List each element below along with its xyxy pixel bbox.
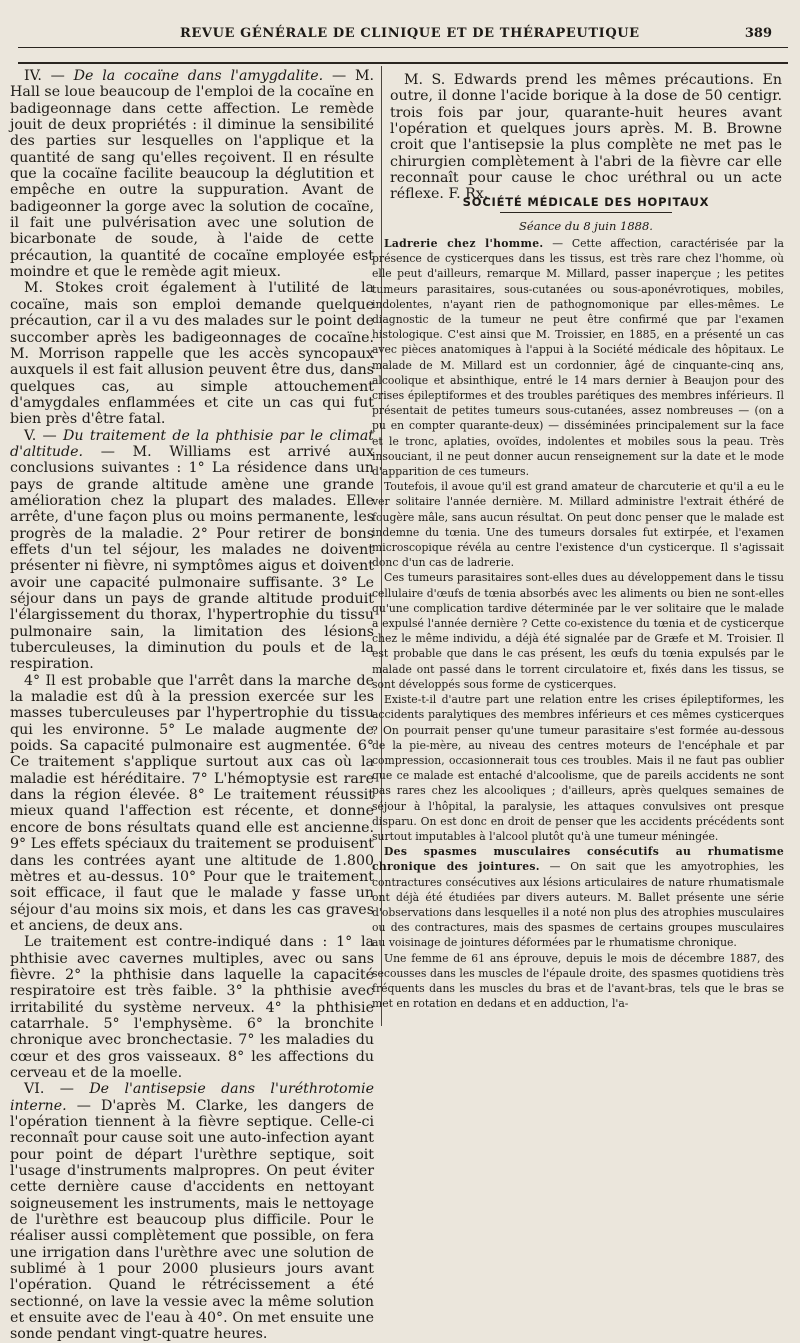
paragraph-text: M. Stokes croit également à l'utilité de la cocaïne, mais son emploi demande quelque précaution, car il a vu des malades sur le point de succomber après les badigeonnages de cocaïne. M. Morrison rappelle que les accès syncopaux auxquels il est fait allusion peuvent être dus, dans quelques cas, au simple attouchement d'amygdales enflammées et cite un cas qui fut bien près d'être fatal. [10, 280, 374, 428]
paragraph-text: — On sait que les amyotrophies, les contractures consécutives aux lésions articulaires de nature rhumatismale ont déjà été étudiées par divers auteurs. M. Ballet présente une série d'observations dans lesquelles il a noté non plus des atrophies musculaires ou des contractures, mais des spasmes de certains groupes musculaires au voisinage de jointures déformées par le rhumatisme chronique. [372, 860, 785, 950]
paragraph-stokes [10, 280, 374, 427]
seance-date: Séance du 8 juin 1888. [519, 219, 653, 233]
header-rule-thick [18, 62, 788, 64]
section-number: VI. — [24, 1081, 90, 1098]
section-title: De l'antisepsie dans l'uréthrotomie interne. [10, 1081, 374, 1114]
paragraph-text: — M. Williams est arrivé aux conclusions suivantes : 1° La résidence dans un pays de grande altitude amène une grande amélioration chez la plupart des malades. Elle arrête, d'une façon plus ou moins permanente, les progrès de la maladie. 2° Pour retirer de bons effets d'un tel séjour, les malades ne doivent présenter ni fièvre, ni symptômes aigus et doivent avoir une capacité pulmonaire suffisante. 3° Le séjour dans un pays de grande altitude produit l'élargissement du thorax, l'hypertrophie du tissu pulmonaire sain, la limitation des lésions tuberculeuses, la diminution du pouls et de la respiration. [10, 443, 374, 673]
paragraph-contre-indications [10, 934, 374, 1081]
paragraph-text: Le traitement est contre-indiqué dans : 1° la phthisie avec cavernes multiples, avec ou sans fièvre. 2° la phthisie dans laquelle la capacité respiratoire est très faible. 3° la phthisie avec irritabilité du système nerveux. 4° la phthisie catarrhale. 5° l'emphysème. 6° la bronchite chronique avec bronchectasie. 7° les maladies du cœur et des gros vaisseaux. 8° les affections du cerveau et de la moelle. [10, 934, 374, 1081]
page-number: 389 [744, 26, 772, 41]
paragraph-tumeurs-parasitaires [372, 570, 784, 692]
journal-title: REVUE GÉNÉRALE DE CLINIQUE ET DE THÉRAPEUTIQUE [180, 26, 640, 41]
paragraph-conclusions [10, 673, 374, 935]
section-number: IV. — [24, 68, 74, 84]
article-heading: Des spasmes musculaires consécutifs au rhumatisme chronique des jointures. [372, 845, 784, 874]
paragraph-edwards [390, 72, 782, 203]
paragraph-cocaine-amygdalite [10, 68, 374, 280]
article-heading: Ladrerie chez l'homme. [384, 237, 544, 250]
left-column [10, 68, 374, 1343]
paragraph-text: M. S. Edwards prend les mêmes précautions. En outre, il donne l'acide borique à la dose de 50 centigr. trois fois par jour, quarante-huit heures avant l'opération et quelques jours après. M. B. Browne croit que l'antisepsie la plus complète ne met pas le chirurgien complètement à l'abri de la fièvre car elle reconnaît pour cause le choc uréthral ou un acte réflexe. F. Rx. [390, 72, 782, 203]
paragraph-ladrerie [372, 236, 784, 479]
paragraph-text: Existe-t-il d'autre part une relation entre les crises épileptiformes, les accidents paralytiques des membres inférieurs et ces mêmes cysticerques ? On pourrait penser qu'une tumeur parasitaire s'est formée au-dessous de la pie-mère, au niveau des centres moteurs de l'encéphale et par compression, occasionnerait tous ces troubles. Mais il ne faut pas oublier que ce malade est entaché d'alcoolisme, que de pareils accidents ne sont pas rares chez les alcooliques ; d'ailleurs, après quelques semaines de séjour à l'hôpital, la paralysie, les attaques convulsives ont presque disparu. On est donc en droit de penser que les accidents précédents sont surtout imputables à l'alcool plutôt qu'à une tumeur méningée. [372, 693, 784, 843]
running-header [0, 22, 800, 44]
section-title: Du traitement de la phthisie par le climat d'altitude. [10, 427, 374, 460]
paragraph-text: — D'après M. Clarke, les dangers de l'opération tiennent à la fièvre septique. Celle-ci reconnaît pour cause soit une auto-infection ayant pour point de départ l'urèthre septique, soit l'usage d'instruments malpropres. On peut éviter cette dernière cause d'accidents en nettoyant soigneusement les instruments, mais le nettoyage de l'urèthre est beaucoup plus difficile. Pour le réaliser aussi complètement que possible, on fera une irrigation dans l'urèthre avec une solution de sublimé à 1 pour 2000 plusieurs jours avant l'opération. Quand le rétrécissement a été sectionné, on lave la vessie avec la même solution et ensuite avec de l'eau à 40°. On met ensuite une sonde pendant vingt-quatre heures. [10, 1097, 374, 1343]
paragraph-observation [372, 951, 784, 1012]
header-rule [18, 47, 788, 48]
paragraph-toutefois [372, 479, 784, 570]
paragraph-text: — Cette affection, caractérisée par la présence de cysticerques dans les tissus, est très rare chez l'homme, où elle peut d'ailleurs, remarque M. Millard, passer inaperçue ; les petites tumeurs parasitaires, sous-cutanées ou sous-aponévrotiques, mobiles, indolentes, n'ayant rien de pathognomonique par elles-mêmes. Le diagnostic de la tumeur ne peut être confirmé que par l'examen histologique. C'est ainsi que M. Troissier, en 1885, en a présenté un cas avec pièces anatomiques à l'appui à la Société médicale des hôpitaux. Le malade de M. Millard est un cordonnier, âgé de cinquante-cinq ans, alcoolique et absinthique, entré le 14 mars dernier à Beaujon pour des crises épileptiformes et des troubles parétiques des membres inférieurs. Il présentait de petites tumeurs sous-cutanées, assez nombreuses — (on a pu en compter quarante-deux) — disséminées principalement sur la face et le tronc, aplaties, ovoïdes, indolentes et mobiles sous la peau. Très insouciant, il ne peut donner aucun renseignement sur la date et le mode d'apparition de ces tumeurs. [372, 237, 784, 479]
paragraph-phthisie-climat [10, 428, 374, 673]
section-number: V. — [24, 427, 64, 444]
paragraph-antisepsie-urethrotomie [10, 1081, 374, 1343]
paragraph-text: Ces tumeurs parasitaires sont-elles dues au développement dans le tissu cellulaire d'œufs de tœnia absorbés avec les aliments ou bien ne sont-elles qu'une complication tardive déterminée par le ver solitaire que le malade a expulsé l'année dernière ? Cette co-existence du tœnia et de cysticerque chez le même individu, a déjà été signalée par de Græfe et M. Troisier. Il est probable que dans le cas présent, les œufs du tœnia expulsés par le malade ont passé dans le torrent circulatoire et, fixés dans les tissus, se sont développés sous forme de cysticerques. [372, 571, 784, 691]
paragraph-relation-crises [372, 692, 784, 844]
right-column [372, 236, 784, 1036]
paragraph-text: 4° Il est probable que l'arrêt dans la marche de la maladie est dû à la pression exercée sur les masses tuberculeuses par l'hypertrophie du tissu qui les environne. 5° Le malade augmente de poids. Sa capacité pulmonaire est augmentée. 6° Ce traitement s'applique surtout aux cas où la maladie est héréditaire. 7° L'hémoptysie est rare dans la région élevée. 8° Le traitement réussit mieux quand l'affection est récente, et donne encore de bons résultats quand elle est ancienne. 9° Les effets spéciaux du traitement se produisent dans les contrées ayant une altitude de 1.800 mètres et au-dessus. 10° Pour que le traitement soit efficace, il faut que le malade y fasse un séjour d'au moins six mois, et dans les cas graves et anciens, de deux ans. [10, 672, 374, 934]
section-heading: SOCIÉTÉ MÉDICALE DES HOPITAUX [462, 195, 710, 209]
paragraph-text: Une femme de 61 ans éprouve, depuis le mois de décembre 1887, des secousses dans les muscles de l'épaule droite, des spasmes quotidiens très fréquents dans les muscles du bras et de l'avant-bras, tels que le bras se met en rotation en dedans et en adduction, l'a- [372, 951, 784, 1011]
section-title: De la cocaïne dans l'amygdalite. [73, 68, 324, 84]
section-rule [500, 212, 672, 213]
paragraph-spasmes [372, 844, 784, 950]
paragraph-text: — M. Hall se loue beaucoup de l'emploi de la cocaïne en badigeonnage dans cette affection. Le remède jouit de deux propriétés : il diminue la sensibilité des parties sur lesquelles on l'applique et la quantité de sang qu'elles reçoivent. Il en résulte que la cocaïne facilite beaucoup la déglutition et empêche en outre la suppuration. Avant de badigeonner la gorge avec la solution de cocaïne, il fait une pulvérisation avec une solution de bicarbonate de soude, à l'aide de cette précaution, la quantité de cocaïne employée est moindre et que le remède agit mieux. [10, 68, 374, 281]
paragraph-text: Toutefois, il avoue qu'il est grand amateur de charcuterie et qu'il a eu le ver solitaire l'année dernière. M. Millard administre l'extrait éthéré de fougère mâle, sans aucun résultat. On peut donc penser que le malade est indemne du tœnia. Une des tumeurs dorsales fut extirpée, et l'examen microscopique révéla au centre l'existence d'un cysticerque. Il s'agissait donc d'un cas de ladrerie. [372, 480, 784, 570]
